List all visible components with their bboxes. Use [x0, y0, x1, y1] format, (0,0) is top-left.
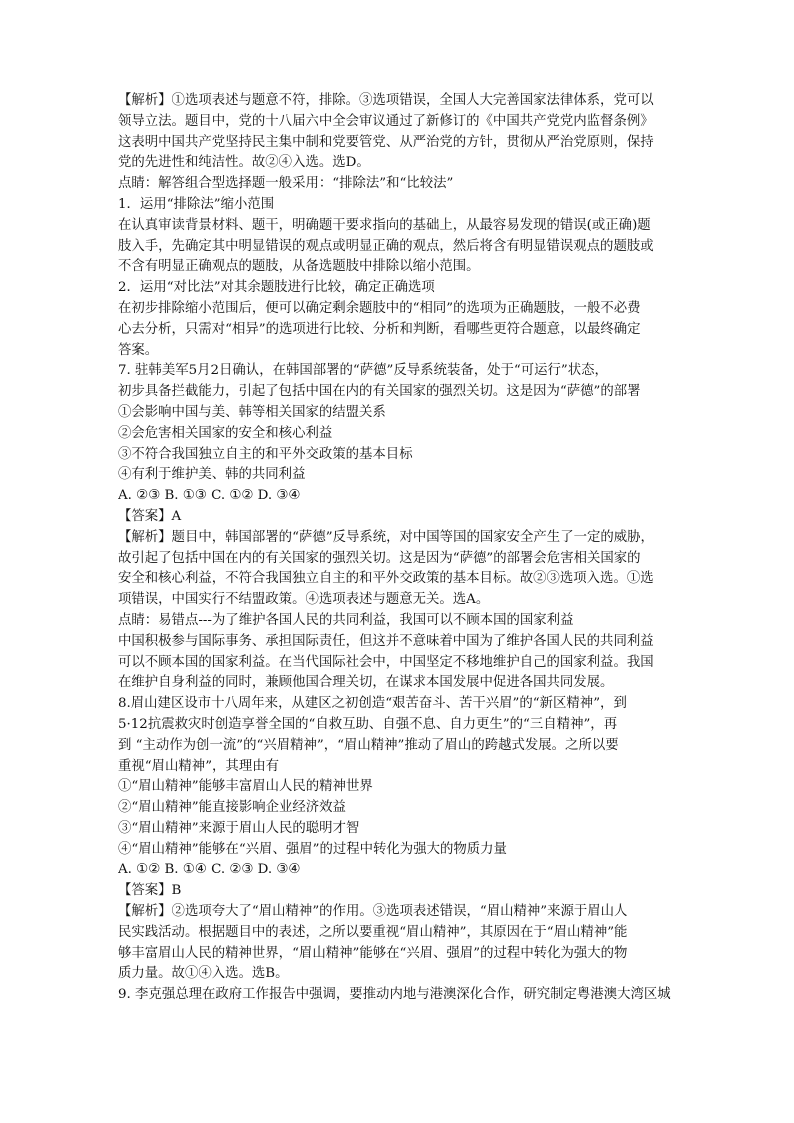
- text-line: ④有利于维护美、韩的共同利益: [118, 467, 306, 483]
- text-line: ③“眉山精神”来源于眉山人民的聪明才智: [118, 820, 360, 836]
- text-line: ②会危害相关国家的安全和核心利益: [118, 425, 333, 441]
- text-line: 心去分析，只需对“相异”的选项进行比较、分析和判断，看哪些更符合题意，以最终确定: [118, 321, 641, 337]
- text-line: 在维护自身利益的同时，兼顾他国合理关切，在谋求本国发展中促进各国共同发展。: [118, 675, 614, 691]
- text-line: 中国积极参与国际事务、承担国际责任，但这并不意味着中国为了维护各国人民的共同利益: [118, 633, 654, 649]
- text-line: 5·12抗震救灾时创造享誉全国的“自救互助、自强不息、自力更生”的“三自精神”，再: [118, 716, 618, 732]
- text-line: 【解析】题目中，韩国部署的“萨德”反导系统，对中国等国的国家安全产生了一定的威胁，: [118, 529, 654, 545]
- text-line: A. ①② B. ①④ C. ②③ D. ③④: [118, 862, 301, 878]
- text-line: 故引起了包括中国在内的有关国家的强烈关切。这是因为“萨德”的部署会危害相关国家的: [118, 550, 641, 566]
- text-line: 可以不顾本国的国家利益。在当代国际社会中，中国坚定不移地维护自己的国家利益。我国: [118, 654, 654, 670]
- text-line: 民实践活动。根据题目中的表述，之所以要重视“眉山精神”，其原因在于“眉山精神”能: [118, 924, 628, 940]
- text-line: 在初步排除缩小范围后，便可以确定剩余题肢中的“相同”的选项为正确题肢，一般不必费: [118, 300, 641, 316]
- text-line: 【解析】①选项表述与题意不符，排除。③选项错误，全国人大完善国家法律体系，党可以: [118, 93, 654, 108]
- text-line: 重视“眉山精神”，其理由有: [118, 758, 279, 774]
- text-line: 【答案】B: [118, 883, 182, 899]
- text-line: 点睛：解答组合型选择题一般采用：“排除法”和“比较法”: [118, 176, 454, 192]
- text-line: 【答案】A: [118, 508, 182, 524]
- text-line: 2．运用“对比法”对其余题肢进行比较，确定正确选项: [118, 280, 435, 296]
- text-line: ④“眉山精神”能够在“兴眉、强眉”的过程中转化为强大的物质力量: [118, 841, 507, 857]
- text-line: A. ②③ B. ①③ C. ①② D. ③④: [118, 488, 301, 504]
- text-line: 项错误，中国实行不结盟政策。④选项表述与题意无关。选A。: [118, 592, 490, 608]
- text-line: 肢入手，先确定其中明显错误的观点或明显正确的观点，然后将含有明显错误观点的题肢或: [118, 238, 654, 254]
- text-line: 到 “主动作为创一流”的“兴眉精神”，“眉山精神”推动了眉山的跨越式发展。之所以要: [118, 737, 619, 753]
- text-line: 【解析】②选项夸大了“眉山精神”的作用。③选项表述错误，“眉山精神”来源于眉山人: [118, 904, 628, 920]
- text-line: 在认真审读背景材料、题干，明确题干要求指向的基础上，从最容易发现的错误(或正确)题: [118, 217, 651, 233]
- text-line: 够丰富眉山人民的精神世界，“眉山精神”能够在“兴眉、强眉”的过程中转化为强大的物: [118, 945, 628, 961]
- text-line: 8.眉山建区设市十八周年来，从建区之初创造“艰苦奋斗、苦干兴眉”的“新区精神”，到: [118, 696, 627, 712]
- text-line: ②“眉山精神”能直接影响企业经济效益: [118, 800, 346, 816]
- text-line: 1．运用“排除法”缩小范围: [118, 196, 275, 212]
- text-line: 这表明中国共产党坚持民主集中制和党要管党、从严治党的方针，贯彻从严治党原则，保持: [118, 134, 654, 150]
- text-line: 点睛：易错点---为了维护各国人民的共同利益，我国可以不顾本国的国家利益: [118, 612, 574, 628]
- text-line: 9. 李克强总理在政府工作报告中强调，要推动内地与港澳深化合作，研究制定粤港澳大湾区城: [118, 987, 671, 1003]
- text-line: 质力量。故①④入选。选B。: [118, 966, 289, 982]
- text-line: 7. 驻韩美军5月2日确认，在韩国部署的“萨德”反导系统装备，处于“可运行”状态，: [118, 363, 608, 379]
- text-line: 领导立法。题目中，党的十八届六中全会审议通过了新修订的《中国共产党党内监督条例》: [118, 113, 654, 129]
- text-line: 不含有明显正确观点的题肢，从备选题肢中排除以缩小范围。: [118, 259, 480, 275]
- text-line: ①会影响中国与美、韩等相关国家的结盟关系: [118, 404, 386, 420]
- text-line: 党的先进性和纯洁性。故②④入选。选D。: [118, 155, 370, 171]
- document-page: [118, 91, 678, 1006]
- text-line: 初步具备拦截能力，引起了包括中国在内的有关国家的强烈关切。这是因为“萨德”的部署: [118, 384, 641, 400]
- text-line: 答案。: [118, 342, 159, 358]
- text-line: ③不符合我国独立自主的和平外交政策的基本目标: [118, 446, 413, 462]
- text-line: 安全和核心利益，不符合我国独立自主的和平外交政策的基本目标。故②③选项入选。①选: [118, 571, 654, 587]
- text-line: ①“眉山精神”能够丰富眉山人民的精神世界: [118, 779, 373, 795]
